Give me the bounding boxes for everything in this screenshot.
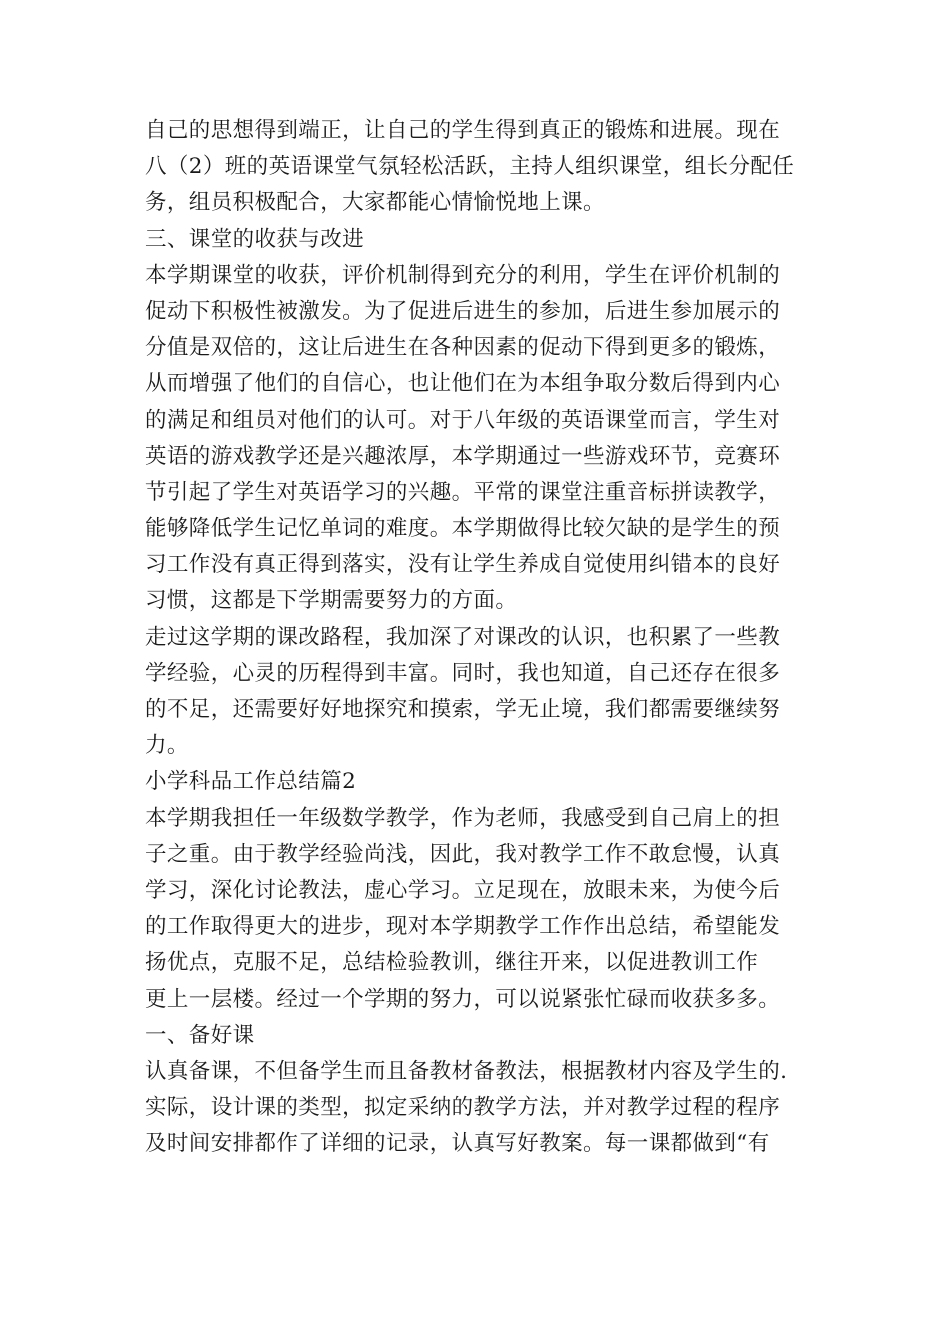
text-line: 八（2）班的英语课堂气氛轻松活跃，主持人组织课堂，组长分配任 bbox=[145, 154, 795, 180]
text-line: 力。 bbox=[145, 733, 189, 759]
text-line: 的满足和组员对他们的认可。对于八年级的英语课堂而言，学生对 bbox=[145, 407, 781, 433]
text-line: 子之重。由于教学经验尚浅，因此，我对教学工作不敢怠慢，认真 bbox=[145, 841, 781, 867]
text-line: 务，组员积极配合，大家都能心情愉悦地上课。 bbox=[145, 190, 605, 216]
text-line: 能够降低学生记忆单词的难度。本学期做得比较欠缺的是学生的预 bbox=[145, 516, 781, 542]
text-line: 更上一层楼。经过一个学期的努力，可以说紧张忙碌而收获多多。 bbox=[145, 986, 781, 1012]
text-line: 促动下积极性被激发。为了促进后进生的参加，后进生参加展示的 bbox=[145, 298, 781, 324]
text-line: 及时间安排都作了详细的记录，认真写好教案。每一课都做到“有 bbox=[145, 1131, 770, 1157]
text-line: 习惯，这都是下学期需要努力的方面。 bbox=[145, 588, 518, 614]
text-line: 的工作取得更大的进步，现对本学期教学工作作出总结，希望能发 bbox=[145, 914, 781, 940]
section-heading: 三、课堂的收获与改进 bbox=[145, 226, 365, 252]
text-line: 扬优点，克服不足，总结检验教训，继往开来，以促进教训工作 bbox=[145, 950, 759, 976]
text-line: 从而增强了他们的自信心，也让他们在为本组争取分数后得到内心 bbox=[145, 371, 781, 397]
text-line: 学习，深化讨论教法，虚心学习。立足现在，放眼未来，为使今后 bbox=[145, 877, 781, 903]
text-line: 的不足，还需要好好地探究和摸索，学无止境，我们都需要继续努 bbox=[145, 697, 781, 722]
text-line: 分值是双倍的，这让后进生在各种因素的促动下得到更多的锻炼， bbox=[145, 335, 781, 361]
text-line: 本学期课堂的收获，评价机制得到充分的利用，学生在评价机制的 bbox=[145, 262, 781, 288]
text-line: 本学期我担任一年级数学教学，作为老师，我感受到自己肩上的担 bbox=[145, 805, 781, 831]
article-title: 小学科品工作总结篇2 bbox=[145, 769, 357, 795]
text-line: 自己的思想得到端正，让自己的学生得到真正的锻炼和进展。现在 bbox=[145, 118, 781, 143]
text-line: 走过这学期的课改路程，我加深了对课改的认识，也积累了一些教 bbox=[145, 624, 781, 650]
section-heading: 一、备好课 bbox=[145, 1022, 255, 1048]
text-line: 认真备课，不但备学生而且备教材备教法，根据教材内容及学生的. bbox=[145, 1058, 788, 1084]
text-line: 实际，设计课的类型，拟定采纳的教学方法，并对教学过程的程序 bbox=[145, 1095, 781, 1121]
text-line: 习工作没有真正得到落实，没有让学生养成自觉使用纠错本的良好 bbox=[145, 552, 781, 578]
text-line: 节引起了学生对英语学习的兴趣。平常的课堂注重音标拼读教学， bbox=[145, 479, 781, 505]
document-body bbox=[145, 113, 815, 1162]
text-line: 英语的游戏教学还是兴趣浓厚，本学期通过一些游戏环节，竞赛环 bbox=[145, 443, 781, 469]
text-line: 学经验，心灵的历程得到丰富。同时，我也知道，自己还存在很多 bbox=[145, 660, 781, 686]
